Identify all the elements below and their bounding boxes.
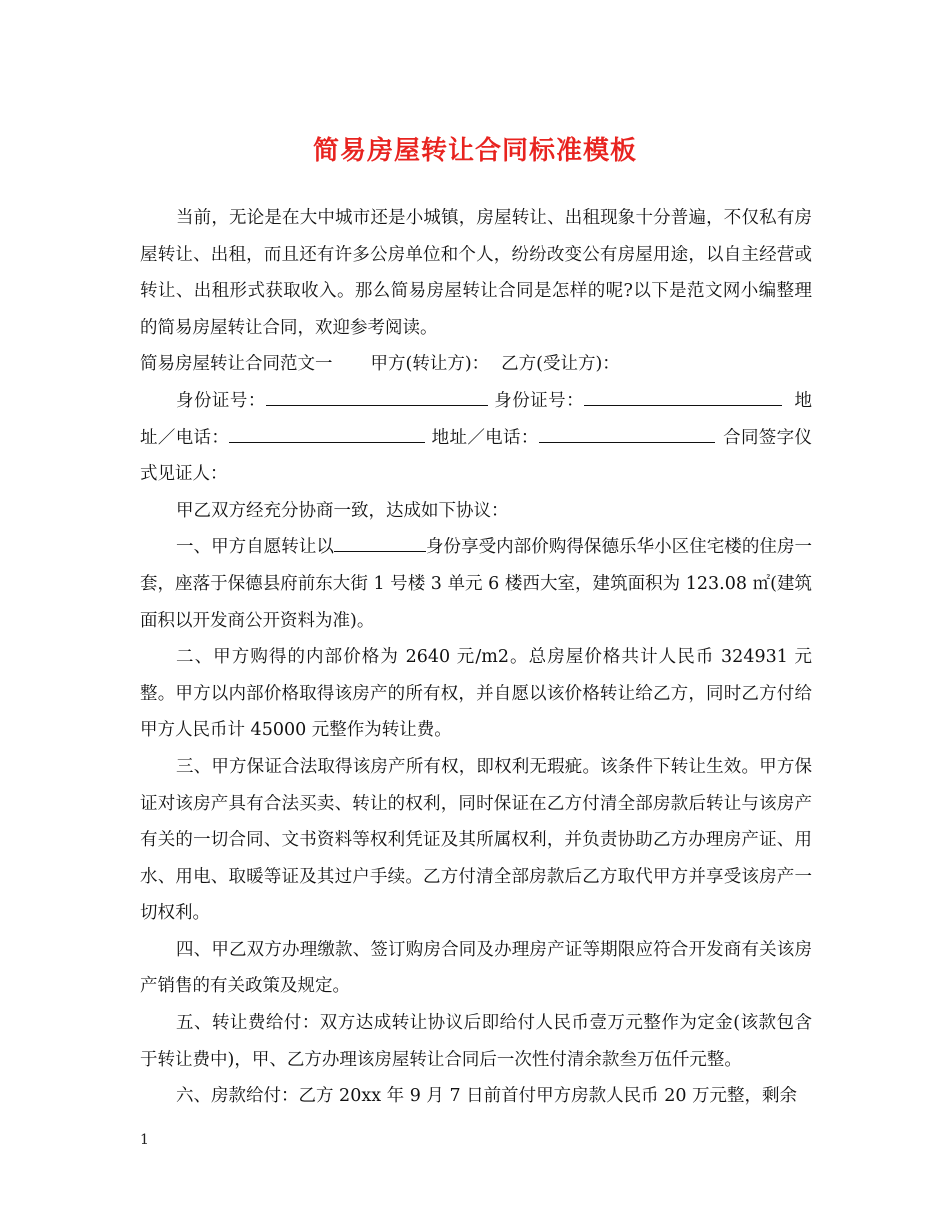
sample-heading: 简易房屋转让合同范文一 xyxy=(140,354,333,375)
addr-blank-a xyxy=(229,424,425,443)
intro-paragraph: 当前，无论是在大中城市还是小城镇，房屋转让、出租现象十分普遍，不仅私有房屋转让、出租，而且还有许多公房单位和个人，纷纷改变公有房屋用途，以自主经营或转让、出租形式获取收入。那么简易房屋转让合同是怎样的呢?以下是范文网小编整理的简易房屋转让合同，欢迎参考阅读。 xyxy=(140,208,812,338)
party-b-label: 乙方(受让方)： xyxy=(501,354,620,375)
document-title: 简易房屋转让合同标准模板 xyxy=(312,136,637,166)
id-address-paragraph xyxy=(140,383,812,493)
id-label-b: 身份证号： xyxy=(493,390,585,411)
id-blank-a xyxy=(266,387,488,406)
clause-2: 二、甲方购得的内部价格为 2640 元/m2。总房屋价格共计人民币 324931 元整。甲方以内部价格取得该房产的所有权，并自愿以该价格转让给乙方，同时乙方付给甲方人民币计 45000 元整作为转让费。 xyxy=(140,647,812,741)
addr-label-b: 地址／电话： xyxy=(431,427,539,448)
document-body xyxy=(140,200,812,1115)
clause-1-blank xyxy=(334,533,426,552)
page-number: 1 xyxy=(140,1132,149,1148)
parties-line xyxy=(140,346,812,383)
id-blank-b xyxy=(584,387,782,406)
addr-blank-b xyxy=(539,424,715,443)
clause-1 xyxy=(140,529,812,639)
witness-label: 合同签字仪式见证人： xyxy=(140,427,813,485)
clause-3: 三、甲方保证合法取得该房产所有权，即权利无瑕疵。该条件下转让生效。甲方保证对该房产具有合法买卖、转让的权利，同时保证在乙方付清全部房款后转让与该房产有关的一切合同、文书资料等权利凭证及其所属权利，并负责协助乙方办理房产证、用水、用电、取暖等证及其过户手续。乙方付清全部房款后乙方取代甲方并享受该房产一切权利。 xyxy=(140,756,812,924)
party-a-label: 甲方(转让方)： xyxy=(370,354,490,375)
clause-1-post: 身份享受内部价购得保德乐华小区住宅楼的住房一套，座落于保德县府前东大街 1 号楼 3 单元 6 楼西大室，建筑面积为 123.08 ㎡(建筑面积以开发商公开资料为准)。 xyxy=(140,537,813,631)
id-label-a: 身份证号： xyxy=(176,390,266,411)
agreement-paragraph: 甲乙双方经充分协商一致，达成如下协议： xyxy=(176,500,509,521)
clause-1-pre: 一、甲方自愿转让以 xyxy=(176,537,334,558)
clause-4: 四、甲乙双方办理缴款、签订购房合同及办理房产证等期限应符合开发商有关该房产销售的有关政策及规定。 xyxy=(140,939,812,997)
clause-6: 六、房款给付：乙方 20xx 年 9 月 7 日前首付甲方房款人民币 20 万元整，剩余 xyxy=(176,1086,798,1107)
clause-5: 五、转让费给付：双方达成转让协议后即给付人民币壹万元整作为定金(该款包含于转让费中)，甲、乙方办理该房屋转让合同后一次性付清余款叁万伍仟元整。 xyxy=(140,1013,812,1070)
addr-label-a: 地址／电话： xyxy=(140,390,813,448)
